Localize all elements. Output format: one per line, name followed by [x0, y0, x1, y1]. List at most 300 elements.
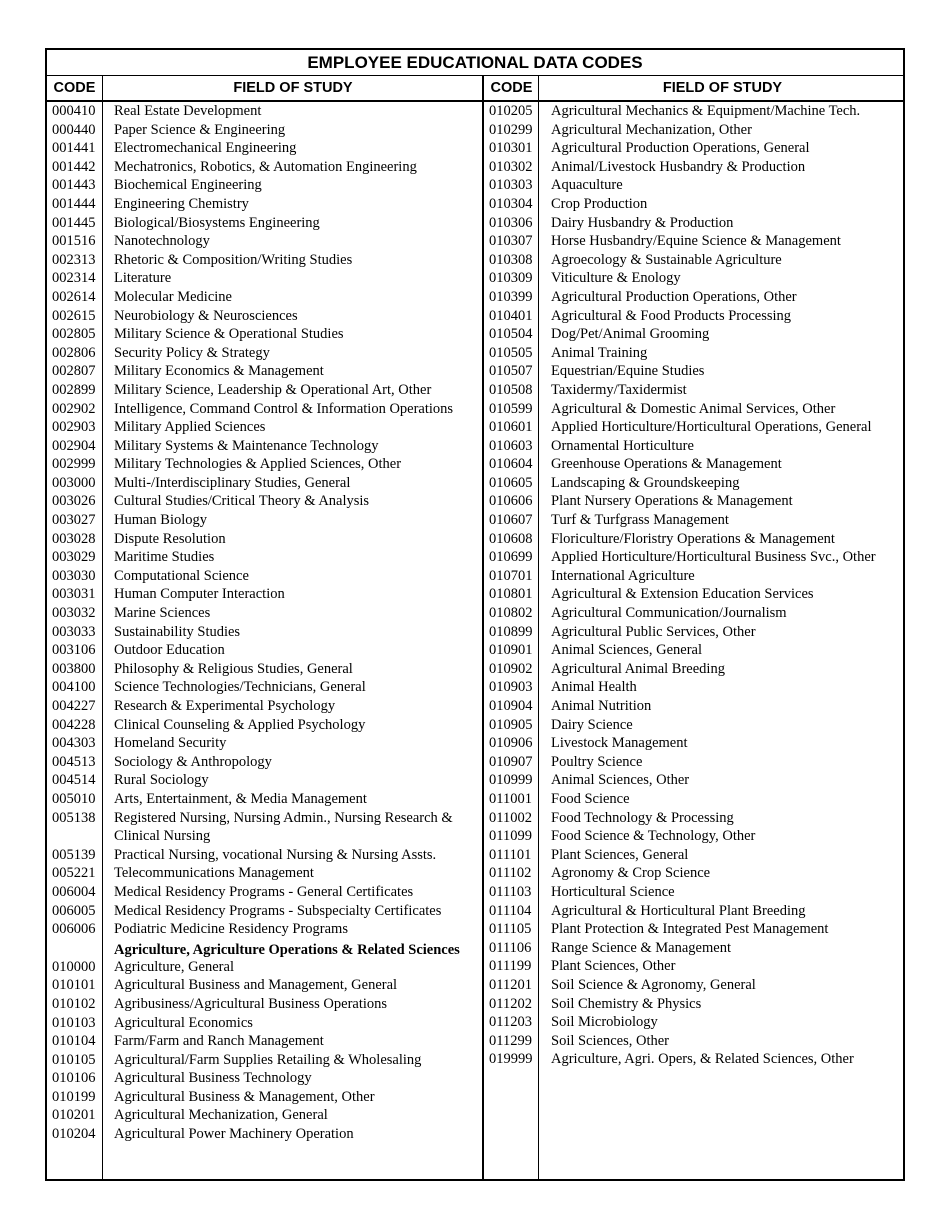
- code-cell: 002904: [52, 437, 96, 454]
- field-cell: Medical Residency Programs - Subspecialty Certificates: [114, 902, 442, 919]
- field-cell: Medical Residency Programs - General Certificates: [114, 883, 414, 900]
- table-row: [47, 269, 482, 288]
- table-row: [484, 214, 905, 233]
- field-cell: Rhetoric & Composition/Writing Studies: [114, 251, 353, 268]
- table-row: [484, 697, 905, 716]
- code-cell: 010899: [489, 623, 533, 640]
- code-cell: 002614: [52, 288, 96, 305]
- code-cell: 000440: [52, 121, 96, 138]
- table-row: [484, 771, 905, 790]
- field-cell: Agribusiness/Agricultural Business Operations: [114, 995, 388, 1012]
- code-cell: 001441: [52, 140, 96, 157]
- table-row: [47, 530, 482, 549]
- field-cell: Registered Nursing, Nursing Admin., Nursing Research & Clinical Nursing: [114, 809, 453, 845]
- field-cell: Rural Sociology: [114, 772, 209, 789]
- field-cell: Greenhouse Operations & Management: [551, 456, 782, 473]
- field-cell: Arts, Entertainment, & Media Management: [114, 790, 367, 807]
- field-cell: Farm/Farm and Ranch Management: [114, 1033, 324, 1050]
- table-row: [47, 883, 482, 902]
- left-column: [47, 102, 482, 1144]
- code-cell: 011203: [489, 1014, 532, 1031]
- field-cell: Animal Sciences, General: [551, 642, 702, 659]
- table-row: [484, 641, 905, 660]
- table-row: [484, 474, 905, 493]
- code-cell: 010601: [489, 419, 533, 436]
- table-row: [47, 678, 482, 697]
- table-row: [484, 790, 905, 809]
- field-cell: Poultry Science: [551, 753, 643, 770]
- field-cell: Horse Husbandry/Equine Science & Management: [551, 233, 841, 250]
- table-row: [484, 530, 905, 549]
- table-row: [47, 400, 482, 419]
- field-cell: Plant Sciences, Other: [551, 958, 676, 975]
- field-cell: Electromechanical Engineering: [114, 140, 297, 157]
- code-cell: 010504: [489, 326, 533, 343]
- table-row: [484, 827, 905, 846]
- code-cell: 005139: [52, 846, 96, 863]
- field-cell: Agricultural Business and Management, General: [114, 977, 398, 994]
- code-cell: 001442: [52, 158, 96, 175]
- field-cell: Outdoor Education: [114, 642, 225, 659]
- field-cell: Agricultural Production Operations, Other: [551, 288, 797, 305]
- field-cell: Horticultural Science: [551, 883, 675, 900]
- code-cell: 010309: [489, 270, 533, 287]
- code-cell: 010507: [489, 363, 533, 380]
- field-cell: Military Applied Sciences: [114, 419, 266, 436]
- code-cell: 011002: [489, 809, 532, 826]
- table-title: EMPLOYEE EDUCATIONAL DATA CODES: [47, 50, 903, 76]
- table-row: [484, 939, 905, 958]
- code-cell: 019999: [489, 1051, 533, 1068]
- field-cell: Agronomy & Crop Science: [551, 865, 711, 882]
- field-cell: Intelligence, Command Control & Information Operations: [114, 400, 454, 417]
- table-row: [484, 920, 905, 939]
- field-cell: Sustainability Studies: [114, 623, 241, 640]
- table-row: [484, 678, 905, 697]
- table-row: [484, 995, 905, 1014]
- table-row: [484, 976, 905, 995]
- field-cell: Equestrian/Equine Studies: [551, 363, 705, 380]
- code-cell: 011104: [489, 902, 532, 919]
- code-cell: 011102: [489, 865, 532, 882]
- table-row: [47, 102, 482, 121]
- table-row: [47, 902, 482, 921]
- table-row: [484, 139, 905, 158]
- code-cell: 003030: [52, 567, 96, 584]
- field-cell: Agricultural/Farm Supplies Retailing & Wholesaling: [114, 1051, 422, 1068]
- table-row: [484, 176, 905, 195]
- code-cell: 003033: [52, 623, 96, 640]
- table-row: [484, 1013, 905, 1032]
- field-cell: Animal Training: [551, 344, 648, 361]
- field-cell: Literature: [114, 270, 172, 287]
- code-cell: 010802: [489, 605, 533, 622]
- code-cell: 003027: [52, 512, 96, 529]
- field-cell: Soil Sciences, Other: [551, 1032, 669, 1049]
- field-cell: Military Technologies & Applied Sciences, Other: [114, 456, 402, 473]
- code-cell: 010199: [52, 1088, 96, 1105]
- field-cell: Cultural Studies/Critical Theory & Analysis: [114, 493, 370, 510]
- code-cell: 010101: [52, 977, 96, 994]
- table-row: [47, 641, 482, 660]
- field-cell: Food Science: [551, 790, 630, 807]
- table-row: [47, 1051, 482, 1070]
- field-cell: Agriculture, Agri. Opers, & Related Sciences, Other: [551, 1051, 854, 1068]
- field-cell: Practical Nursing, vocational Nursing & Nursing Assts.: [114, 846, 437, 863]
- code-cell: 001443: [52, 177, 96, 194]
- code-cell: 010000: [52, 958, 96, 975]
- code-cell: 004100: [52, 679, 96, 696]
- code-cell: 001444: [52, 195, 96, 212]
- field-cell: Biological/Biosystems Engineering: [114, 214, 320, 231]
- table-row: [47, 1125, 482, 1144]
- table-row: [47, 1106, 482, 1125]
- field-cell: Security Policy & Strategy: [114, 344, 270, 361]
- code-cell: 010606: [489, 493, 533, 510]
- table-row: [47, 437, 482, 456]
- table-row: [484, 381, 905, 400]
- section-heading-row: [47, 939, 482, 958]
- table-row: [484, 753, 905, 772]
- table-row: [47, 771, 482, 790]
- field-cell: Agricultural & Extension Education Services: [551, 586, 814, 603]
- table-row: [47, 214, 482, 233]
- code-cell: 011199: [489, 958, 532, 975]
- field-cell: Agricultural & Food Products Processing: [551, 307, 792, 324]
- code-cell: 011001: [489, 790, 532, 807]
- code-cell: 010102: [52, 995, 96, 1012]
- field-cell: Military Systems & Maintenance Technology: [114, 437, 379, 454]
- table-row: [47, 790, 482, 809]
- code-cell: 010299: [489, 121, 533, 138]
- code-cell: 011299: [489, 1032, 532, 1049]
- section-heading: Agriculture, Agriculture Operations & Related Sciences: [114, 941, 460, 958]
- code-cell: 005138: [52, 809, 96, 826]
- field-cell: International Agriculture: [551, 567, 695, 584]
- code-cell: 003032: [52, 605, 96, 622]
- field-cell: Livestock Management: [551, 735, 688, 752]
- table-row: [484, 437, 905, 456]
- code-cell: 003026: [52, 493, 96, 510]
- table-row: [47, 1069, 482, 1088]
- table-row: [484, 325, 905, 344]
- table-row: [484, 269, 905, 288]
- table-row: [47, 809, 482, 846]
- field-cell: Soil Microbiology: [551, 1014, 658, 1031]
- code-cell: 002999: [52, 456, 96, 473]
- field-cell: Dispute Resolution: [114, 530, 226, 547]
- code-cell: 002899: [52, 381, 96, 398]
- code-cell: 010902: [489, 660, 533, 677]
- field-cell: Agricultural Mechanization, General: [114, 1107, 328, 1124]
- field-cell: Agricultural Public Services, Other: [551, 623, 756, 640]
- field-cell: Animal/Livestock Husbandry & Production: [551, 158, 806, 175]
- code-cell: 010999: [489, 772, 533, 789]
- code-cell: 011101: [489, 846, 532, 863]
- field-cell: Agricultural Business Technology: [114, 1070, 312, 1087]
- code-cell: 010301: [489, 140, 533, 157]
- field-cell: Human Computer Interaction: [114, 586, 285, 603]
- code-cell: 010906: [489, 735, 533, 752]
- table-row: [47, 139, 482, 158]
- table-row: [47, 958, 482, 977]
- header-field-left: FIELD OF STUDY: [233, 80, 353, 96]
- field-cell: Multi-/Interdisciplinary Studies, General: [114, 474, 351, 491]
- table-row: [47, 474, 482, 493]
- code-cell: 004228: [52, 716, 96, 733]
- table-row: [484, 864, 905, 883]
- field-cell: Plant Sciences, General: [551, 846, 689, 863]
- field-cell: Paper Science & Engineering: [114, 121, 286, 138]
- field-cell: Molecular Medicine: [114, 288, 232, 305]
- code-cell: 002805: [52, 326, 96, 343]
- field-cell: Military Science & Operational Studies: [114, 326, 344, 343]
- code-cell: 010307: [489, 233, 533, 250]
- code-cell: 003028: [52, 530, 96, 547]
- table-row: [47, 660, 482, 679]
- field-cell: Biochemical Engineering: [114, 177, 262, 194]
- field-cell: Taxidermy/Taxidermist: [551, 381, 687, 398]
- field-cell: Applied Horticulture/Horticultural Business Svc., Other: [551, 549, 876, 566]
- field-cell: Floriculture/Floristry Operations & Management: [551, 530, 835, 547]
- code-cell: 010204: [52, 1126, 96, 1143]
- table-row: [484, 102, 905, 121]
- code-cell: 010399: [489, 288, 533, 305]
- field-cell: Agroecology & Sustainable Agriculture: [551, 251, 782, 268]
- table-row: [484, 567, 905, 586]
- field-cell: Dog/Pet/Animal Grooming: [551, 326, 710, 343]
- table-row: [47, 1088, 482, 1107]
- table-row: [484, 362, 905, 381]
- table-row: [484, 734, 905, 753]
- code-cell: 010103: [52, 1014, 96, 1031]
- table-row: [484, 846, 905, 865]
- table-row: [47, 976, 482, 995]
- field-cell: Applied Horticulture/Horticultural Operations, General: [551, 419, 872, 436]
- code-cell: 010603: [489, 437, 533, 454]
- code-cell: 010302: [489, 158, 533, 175]
- field-cell: Agricultural Business & Management, Other: [114, 1088, 375, 1105]
- table-row: [484, 307, 905, 326]
- field-cell: Agricultural Power Machinery Operation: [114, 1126, 354, 1143]
- table-row: [484, 660, 905, 679]
- table-row: [484, 195, 905, 214]
- field-cell: Agricultural Production Operations, General: [551, 140, 810, 157]
- code-cell: 010205: [489, 103, 533, 119]
- code-cell: 003000: [52, 474, 96, 491]
- field-cell: Soil Chemistry & Physics: [551, 995, 702, 1012]
- code-cell: 002314: [52, 270, 96, 287]
- field-cell: Turf & Turfgrass Management: [551, 512, 729, 529]
- field-cell: Soil Science & Agronomy, General: [551, 976, 756, 993]
- field-cell: Animal Sciences, Other: [551, 772, 690, 789]
- field-cell: Dairy Husbandry & Production: [551, 214, 734, 231]
- table-row: [47, 176, 482, 195]
- table-row: [484, 548, 905, 567]
- field-cell: Animal Health: [551, 679, 637, 696]
- code-cell: 010905: [489, 716, 533, 733]
- code-cell: 000410: [52, 103, 96, 119]
- field-cell: Marine Sciences: [114, 605, 211, 622]
- code-cell: 011201: [489, 976, 532, 993]
- codes-table: [45, 48, 905, 1181]
- field-cell: Sociology & Anthropology: [114, 753, 272, 770]
- table-row: [484, 623, 905, 642]
- code-cell: 010608: [489, 530, 533, 547]
- code-cell: 004303: [52, 735, 96, 752]
- code-cell: 010599: [489, 400, 533, 417]
- table-row: [47, 604, 482, 623]
- code-cell: 010604: [489, 456, 533, 473]
- field-cell: Mechatronics, Robotics, & Automation Engineering: [114, 158, 417, 175]
- field-cell: Agricultural Animal Breeding: [551, 660, 725, 677]
- table-row: [484, 604, 905, 623]
- code-cell: 010106: [52, 1070, 96, 1087]
- table-row: [47, 920, 482, 939]
- code-cell: 010699: [489, 549, 533, 566]
- code-cell: 010505: [489, 344, 533, 361]
- code-cell: 010401: [489, 307, 533, 324]
- code-cell: 003029: [52, 549, 96, 566]
- code-cell: 010904: [489, 698, 533, 714]
- code-cell: 005221: [52, 865, 96, 882]
- field-cell: Viticulture & Enology: [551, 270, 681, 287]
- field-cell: Agriculture, General: [114, 958, 234, 975]
- code-cell: 010901: [489, 642, 533, 659]
- field-cell: Military Economics & Management: [114, 363, 324, 380]
- field-cell: Nanotechnology: [114, 233, 210, 250]
- field-cell: Real Estate Development: [114, 103, 262, 119]
- table-row: [484, 1050, 905, 1069]
- field-cell: Aquaculture: [551, 177, 623, 194]
- code-cell: 004514: [52, 772, 96, 789]
- table-row: [484, 585, 905, 604]
- table-row: [47, 158, 482, 177]
- table-row: [47, 734, 482, 753]
- field-cell: Military Science, Leadership & Operational Art, Other: [114, 381, 432, 398]
- table-row: [484, 418, 905, 437]
- code-cell: 005010: [52, 790, 96, 807]
- table-row: [484, 809, 905, 828]
- table-row: [484, 121, 905, 140]
- code-cell: 002806: [52, 344, 96, 361]
- table-row: [47, 623, 482, 642]
- code-cell: 011105: [489, 921, 532, 938]
- code-cell: 011099: [489, 828, 532, 845]
- table-row: [47, 251, 482, 270]
- code-cell: 002313: [52, 251, 96, 268]
- table-row: [47, 697, 482, 716]
- code-cell: 010701: [489, 567, 533, 584]
- field-cell: Crop Production: [551, 195, 648, 212]
- table-row: [484, 957, 905, 976]
- field-cell: Agricultural Communication/Journalism: [551, 605, 787, 622]
- field-cell: Research & Experimental Psychology: [114, 698, 336, 714]
- code-cell: 003800: [52, 660, 96, 677]
- table-row: [484, 883, 905, 902]
- field-cell: Science Technologies/Technicians, General: [114, 679, 366, 696]
- field-cell: Agricultural Economics: [114, 1014, 253, 1031]
- code-cell: 011103: [489, 883, 532, 900]
- field-cell: Dairy Science: [551, 716, 633, 733]
- field-cell: Range Science & Management: [551, 939, 731, 956]
- code-cell: 010303: [489, 177, 533, 194]
- table-row: [47, 195, 482, 214]
- code-cell: 010304: [489, 195, 533, 212]
- field-cell: Homeland Security: [114, 735, 227, 752]
- code-cell: 010308: [489, 251, 533, 268]
- table-row: [47, 492, 482, 511]
- table-row: [47, 511, 482, 530]
- header-field-right: FIELD OF STUDY: [662, 80, 783, 96]
- table-row: [484, 344, 905, 363]
- table-row: [484, 511, 905, 530]
- code-cell: 011106: [489, 939, 532, 956]
- code-cell: 002903: [52, 419, 96, 436]
- table-row: [47, 753, 482, 772]
- field-cell: Agricultural Mechanization, Other: [551, 121, 752, 138]
- table-row: [47, 325, 482, 344]
- table-row: [47, 362, 482, 381]
- field-cell: Agricultural Mechanics & Equipment/Machine Tech.: [551, 103, 861, 119]
- field-cell: Plant Nursery Operations & Management: [551, 493, 793, 510]
- table-row: [47, 846, 482, 865]
- code-cell: 002902: [52, 400, 96, 417]
- code-cell: 006005: [52, 902, 96, 919]
- code-cell: 002807: [52, 363, 96, 380]
- code-cell: 011202: [489, 995, 532, 1012]
- code-cell: 003031: [52, 586, 96, 603]
- table-row: [47, 344, 482, 363]
- code-cell: 004227: [52, 698, 96, 714]
- field-cell: Landscaping & Groundskeeping: [551, 474, 740, 491]
- field-cell: Computational Science: [114, 567, 249, 584]
- table-row: [47, 716, 482, 735]
- field-cell: Food Science & Technology, Other: [551, 828, 756, 845]
- right-column: [484, 102, 905, 1069]
- field-cell: Engineering Chemistry: [114, 195, 249, 212]
- header-code-left: CODE: [53, 80, 96, 96]
- code-cell: 006006: [52, 921, 96, 938]
- field-cell: Agricultural & Horticultural Plant Breeding: [551, 902, 806, 919]
- code-cell: 002615: [52, 307, 96, 324]
- field-cell: Podiatric Medicine Residency Programs: [114, 921, 348, 938]
- table-row: [484, 251, 905, 270]
- field-cell: Maritime Studies: [114, 549, 215, 566]
- field-cell: Neurobiology & Neurosciences: [114, 307, 298, 324]
- table-row: [484, 1032, 905, 1051]
- table-row: [484, 492, 905, 511]
- code-cell: 010105: [52, 1051, 96, 1068]
- code-cell: 010607: [489, 512, 533, 529]
- field-cell: Telecommunications Management: [114, 865, 314, 882]
- code-cell: 001516: [52, 233, 96, 250]
- table-row: [47, 288, 482, 307]
- code-cell: 010508: [489, 381, 533, 398]
- table-row: [47, 232, 482, 251]
- table-row: [47, 455, 482, 474]
- table-row: [47, 585, 482, 604]
- code-cell: 010104: [52, 1033, 96, 1050]
- code-cell: 010907: [489, 753, 533, 770]
- code-cell: 010605: [489, 474, 533, 491]
- table-row: [484, 400, 905, 419]
- table-row: [47, 864, 482, 883]
- code-cell: 001445: [52, 214, 96, 231]
- code-cell: 010201: [52, 1107, 96, 1124]
- code-cell: 004513: [52, 753, 96, 770]
- field-cell: Animal Nutrition: [551, 698, 652, 714]
